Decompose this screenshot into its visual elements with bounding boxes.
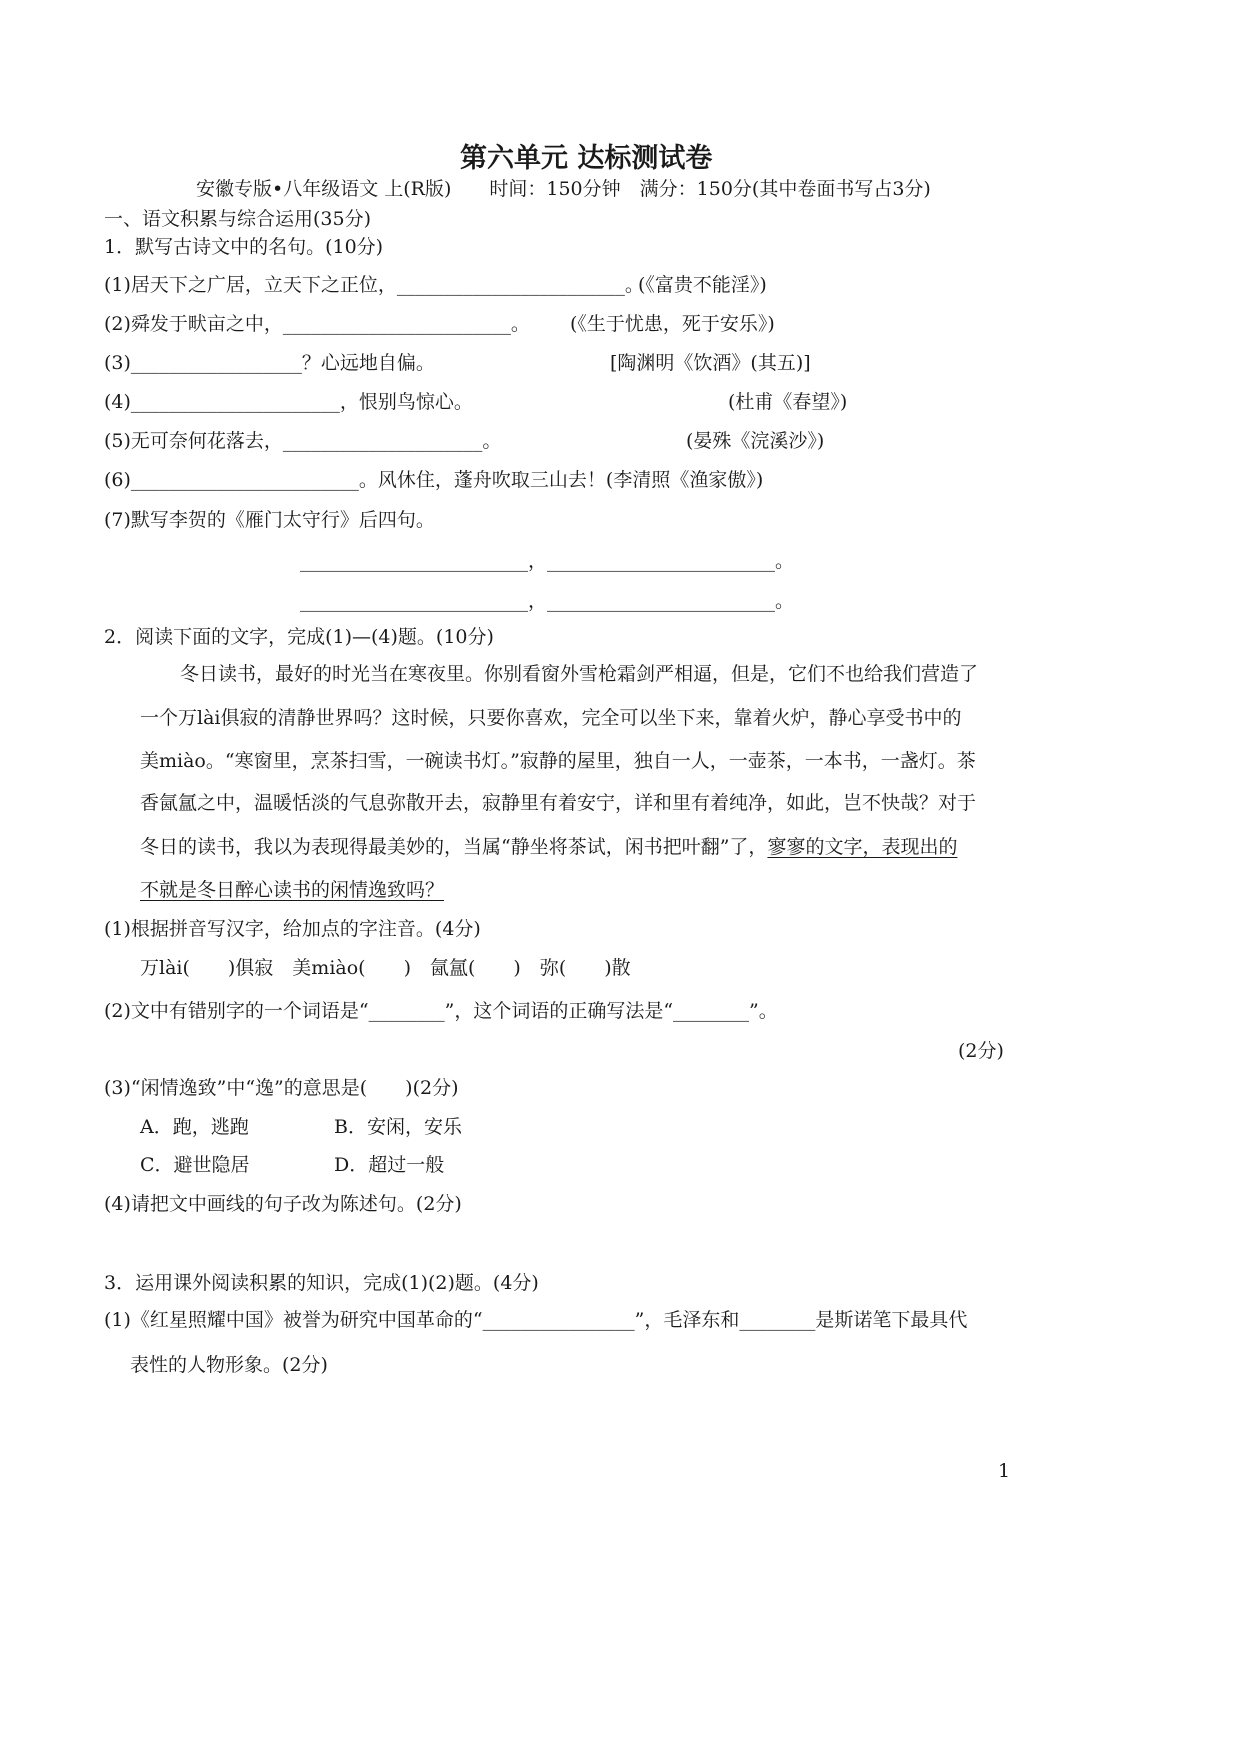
option-a: A．跑，逃跑 <box>140 1116 249 1138</box>
q1-item-5-source: (晏殊《浣溪沙》) <box>686 430 825 452</box>
underlined-sentence: 不就是冬日醉心读书的闲情逸致吗？ <box>140 879 445 901</box>
q1-item-2-source: (《生于忧患，死于安乐》) <box>570 313 775 335</box>
question-3-stem: 3．运用课外阅读积累的知识，完成(1)(2)题。(4分) <box>104 1272 539 1294</box>
q3-sub-1-continuation: 表性的人物形象。(2分) <box>130 1354 328 1376</box>
q1-item-7-blank-line-1: ________________________，________________________。 <box>300 550 795 572</box>
q2-sub-3: (3)“闲情逸致”中“逸”的意思是( )(2分) <box>104 1077 459 1099</box>
q1-item-3-source: [陶渊明《饮酒》(其五)] <box>610 352 811 374</box>
page-number: 1 <box>998 1460 1011 1482</box>
option-c: C．避世隐居 <box>140 1154 250 1176</box>
page-title: 第六单元 达标测试卷 <box>460 143 713 174</box>
q1-item-4-source: (杜甫《春望》) <box>728 391 848 413</box>
q3-sub-1: (1)《红星照耀中国》被誉为研究中国革命的“________________”，毛泽东和________是斯诺笔下最具代 <box>104 1309 968 1331</box>
question-2-stem: 2．阅读下面的文字，完成(1)—(4)题。(10分) <box>104 626 494 648</box>
passage-line <box>140 834 957 860</box>
passage-line: 美miào。“寒窗里，烹茶扫雪，一碗读书灯。”寂静的屋里，独自一人，一壶茶，一本书，一盏灯。茶 <box>140 750 976 772</box>
passage-plain-text: 冬日的读书，我以为表现得最美妙的，当属“静坐将茶试，闲书把叶翻”了， <box>140 836 768 858</box>
q1-item-2: (2)舜发于畎亩之中，________________________。 <box>104 313 530 335</box>
q1-item-6: (6)________________________。风休住，蓬舟吹取三山去！(李清照《渔家傲》) <box>104 469 764 491</box>
q2-sub-4: (4)请把文中画线的句子改为陈述句。(2分) <box>104 1193 462 1215</box>
q1-item-4: (4)______________________，恨别鸟惊心。 <box>104 391 473 413</box>
q1-item-5: (5)无可奈何花落去，_____________________。 <box>104 430 502 452</box>
option-b: B．安闲，安乐 <box>334 1116 462 1138</box>
q1-item-3: (3)__________________？心远地自偏。 <box>104 352 435 374</box>
q1-item-7-blank-line-2: ________________________，________________________。 <box>300 590 795 612</box>
q2-sub-2-score: (2分) <box>958 1040 1004 1062</box>
q2-sub-1: (1)根据拼音写汉字，给加点的字注音。(4分) <box>104 918 481 940</box>
passage-line: 冬日读书，最好的时光当在寒夜里。你别看窗外雪枪霜剑严相逼，但是，它们不也给我们营造了 <box>180 663 979 685</box>
question-1-stem: 1．默写古诗文中的名句。(10分) <box>104 236 384 258</box>
underlined-sentence: 寥寥的文字，表现出的 <box>767 836 958 858</box>
q1-item-1: (1)居天下之广居，立天下之正位，________________________。 <box>104 274 644 296</box>
passage-line: 一个万lài俱寂的清静世界吗？这时候，只要你喜欢，完全可以坐下来，靠着火炉，静心享受书中的 <box>140 707 962 729</box>
section-heading: 一、语文积累与综合运用(35分) <box>104 208 372 230</box>
q2-sub-1-items: 万lài( )俱寂 美miào( ) 氤氲( ) 弥( )散 <box>140 957 631 979</box>
passage-line: 香氤氲之中，温暖恬淡的气息弥散开去，寂静里有着安宁，详和里有着纯净，如此，岂不快哉？对于 <box>140 792 977 814</box>
q1-item-7: (7)默写李贺的《雁门太守行》后四句。 <box>104 509 435 531</box>
q1-item-1-source: (《富贵不能淫》) <box>638 274 767 296</box>
q2-sub-2: (2)文中有错别字的一个词语是“________”，这个词语的正确写法是“________”。 <box>104 1000 778 1022</box>
option-d: D．超过一般 <box>334 1154 445 1176</box>
exam-subtitle: 安徽专版•八年级语文 上(R版) 时间：150分钟 满分：150分(其中卷面书写占3分) <box>196 178 931 200</box>
